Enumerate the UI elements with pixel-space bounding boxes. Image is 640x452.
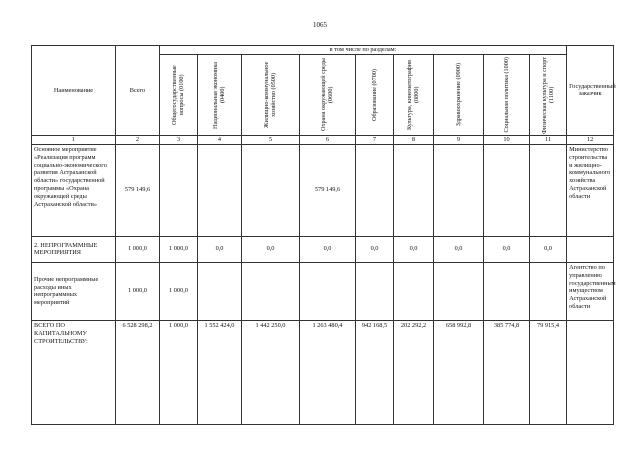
capital-construction-table bbox=[31, 45, 614, 425]
column-number: 10 bbox=[484, 135, 530, 144]
header-section-0100: Общегосударственные вопросы (0100) bbox=[160, 54, 198, 135]
header-customer: Государственный заказчик bbox=[567, 46, 614, 136]
table-row bbox=[32, 144, 614, 236]
column-number: 2 bbox=[116, 135, 160, 144]
cell-0100: 1 000,0 bbox=[160, 236, 198, 262]
row-total: 6 528 298,2 bbox=[116, 320, 160, 424]
row-customer: Министерство строительства и жилищно-коммунального хозяйства Астраханской области bbox=[567, 144, 614, 236]
header-section-0600: Охрана окружающей среды (0600) bbox=[300, 54, 356, 135]
cell-0900: 658 992,8 bbox=[434, 320, 484, 424]
header-section-0400: Национальная экономика (0400) bbox=[198, 54, 242, 135]
cell-0600: 0,0 bbox=[300, 236, 356, 262]
cell-0700 bbox=[356, 144, 394, 236]
cell-1100 bbox=[530, 144, 567, 236]
row-total: 1 000,0 bbox=[116, 262, 160, 320]
row-customer bbox=[567, 320, 614, 424]
column-number: 9 bbox=[434, 135, 484, 144]
cell-0900 bbox=[434, 262, 484, 320]
table-row-total bbox=[32, 320, 614, 424]
cell-0100: 1 000,0 bbox=[160, 262, 198, 320]
cell-0100 bbox=[160, 144, 198, 236]
cell-0500 bbox=[242, 144, 300, 236]
row-customer: Агентство по управлению государственным имуществом Астраханской области bbox=[567, 262, 614, 320]
cell-0400 bbox=[198, 262, 242, 320]
cell-0400 bbox=[198, 144, 242, 236]
column-numbers-row bbox=[32, 135, 614, 144]
header-section-0900: Здравоохранение (0900) bbox=[434, 54, 484, 135]
row-total: 1 000,0 bbox=[116, 236, 160, 262]
row-name: Основное мероприятие «Реализация программ социально-экономического развития Астраханской области» государственной программы «Охрана окружающей среды Астраханской области» bbox=[32, 144, 116, 236]
cell-0600: 1 263 480,4 bbox=[300, 320, 356, 424]
column-number: 8 bbox=[394, 135, 434, 144]
header-section-1100: Физическая культура и спорт (1100) bbox=[530, 54, 567, 135]
cell-0500 bbox=[242, 262, 300, 320]
header-top-row bbox=[32, 46, 614, 55]
page-number: 1065 bbox=[313, 21, 327, 29]
column-number: 3 bbox=[160, 135, 198, 144]
column-number: 12 bbox=[567, 135, 614, 144]
header-including-sections: в том числе по разделам: bbox=[160, 46, 567, 55]
column-number: 7 bbox=[356, 135, 394, 144]
column-number: 4 bbox=[198, 135, 242, 144]
cell-0800: 202 292,2 bbox=[394, 320, 434, 424]
cell-0700: 0,0 bbox=[356, 236, 394, 262]
cell-0800 bbox=[394, 262, 434, 320]
cell-0900 bbox=[434, 144, 484, 236]
row-name: ВСЕГО ПО КАПИТАЛЬНОМУ СТРОИТЕЛЬСТВУ: bbox=[32, 320, 116, 424]
column-number: 5 bbox=[242, 135, 300, 144]
header-section-0800: Культура, кинематография (0800) bbox=[394, 54, 434, 135]
header-section-0700: Образование (0700) bbox=[356, 54, 394, 135]
row-name: Прочие непрограммные расходы иных непрограммных мероприятий bbox=[32, 262, 116, 320]
column-number: 11 bbox=[530, 135, 567, 144]
row-customer bbox=[567, 236, 614, 262]
cell-1000 bbox=[484, 144, 530, 236]
cell-1000: 0,0 bbox=[484, 236, 530, 262]
column-number: 1 bbox=[32, 135, 116, 144]
cell-0100: 1 000,0 bbox=[160, 320, 198, 424]
cell-1000 bbox=[484, 262, 530, 320]
table-row bbox=[32, 262, 614, 320]
cell-0500: 1 442 250,0 bbox=[242, 320, 300, 424]
cell-0900: 0,0 bbox=[434, 236, 484, 262]
cell-0700 bbox=[356, 262, 394, 320]
header-section-0500: Жилищно-коммунальное хозяйство (0500) bbox=[242, 54, 300, 135]
row-total: 579 149,6 bbox=[116, 144, 160, 236]
cell-1100: 0,0 bbox=[530, 236, 567, 262]
header-section-1000: Социальная политика (1000) bbox=[484, 54, 530, 135]
table-row bbox=[32, 236, 614, 262]
cell-0700: 942 168,5 bbox=[356, 320, 394, 424]
column-number: 6 bbox=[300, 135, 356, 144]
header-name: Наименование bbox=[32, 46, 116, 136]
cell-1000: 385 774,8 bbox=[484, 320, 530, 424]
cell-0800 bbox=[394, 144, 434, 236]
cell-0500: 0,0 bbox=[242, 236, 300, 262]
row-name: 2. НЕПРОГРАММНЫЕ МЕРОПРИЯТИЯ bbox=[32, 236, 116, 262]
cell-0800: 0,0 bbox=[394, 236, 434, 262]
cell-0400: 1 552 424,0 bbox=[198, 320, 242, 424]
cell-0600: 579 149,6 bbox=[300, 144, 356, 236]
cell-0400: 0,0 bbox=[198, 236, 242, 262]
cell-1100: 79 915,4 bbox=[530, 320, 567, 424]
cell-0600 bbox=[300, 262, 356, 320]
header-total: Всего bbox=[116, 46, 160, 136]
cell-1100 bbox=[530, 262, 567, 320]
